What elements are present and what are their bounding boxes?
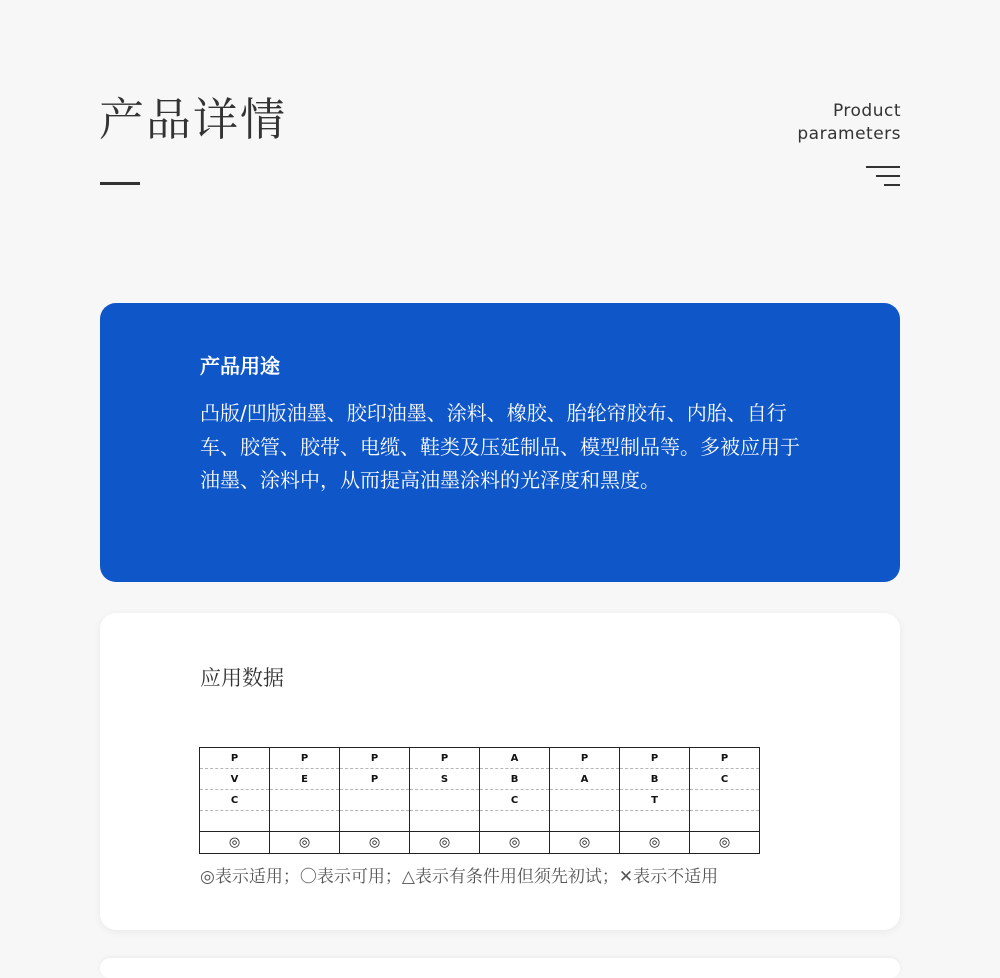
suitability-mark: ◎ [620,832,690,854]
table-row [200,769,760,790]
next-card-peek [100,958,900,978]
table-cell: P [690,748,760,769]
table-row [200,811,760,832]
table-cell [480,811,550,832]
table-cell: T [620,790,690,811]
table-cell: B [620,769,690,790]
table-cell: A [550,769,620,790]
table-cell [690,790,760,811]
application-data-heading: 应用数据 [200,666,284,690]
table-cell: P [410,748,480,769]
table-cell [200,811,270,832]
table-cell: P [200,748,270,769]
table-cell: C [480,790,550,811]
table-cell: B [480,769,550,790]
table-cell: V [200,769,270,790]
table-cell [340,811,410,832]
suitability-mark: ◎ [480,832,550,854]
suitability-mark: ◎ [270,832,340,854]
application-table [199,747,760,854]
table-legend: ◎表示适用；〇表示可用；△表示有条件用但须先初试；✕表示不适用 [200,867,719,887]
suitability-mark: ◎ [410,832,480,854]
table-row [200,748,760,769]
subtitle-line-1: Product [832,101,901,121]
table-cell [690,811,760,832]
table-cell [550,811,620,832]
table-cell: P [620,748,690,769]
page-subtitle [797,100,901,146]
suitability-mark: ◎ [340,832,410,854]
table-cell: C [690,769,760,790]
usage-description: 凸版/凹版油墨、胶印油墨、涂料、橡胶、胎轮帘胶布、内胎、自行车、胶管、胶带、电缆、鞋类及压延制品、模型制品等。多被应用于油墨、涂料中，从而提高油墨涂料的光泽度和黑度。 [200,401,800,492]
table-cell: P [270,748,340,769]
suitability-mark: ◎ [690,832,760,854]
table-cell [410,790,480,811]
suitability-mark: ◎ [550,832,620,854]
table-cell [620,811,690,832]
suitability-mark: ◎ [200,832,270,854]
table-row [200,790,760,811]
usage-heading: 产品用途 [200,354,280,378]
table-cell: P [340,748,410,769]
table-cell: E [270,769,340,790]
application-data-card [100,613,900,930]
title-underline [100,182,140,185]
table-cell: C [200,790,270,811]
table-cell [270,790,340,811]
table-cell [410,811,480,832]
table-cell: S [410,769,480,790]
table-cell: P [550,748,620,769]
table-cell: A [480,748,550,769]
subtitle-line-2: parameters [797,124,901,144]
page-title: 产品详情 [99,93,288,146]
usage-card [100,303,900,582]
table-cell [550,790,620,811]
menu-lines-icon[interactable] [866,166,900,186]
table-cell: P [340,769,410,790]
suitability-row [200,832,760,854]
table-cell [340,790,410,811]
table-cell [270,811,340,832]
